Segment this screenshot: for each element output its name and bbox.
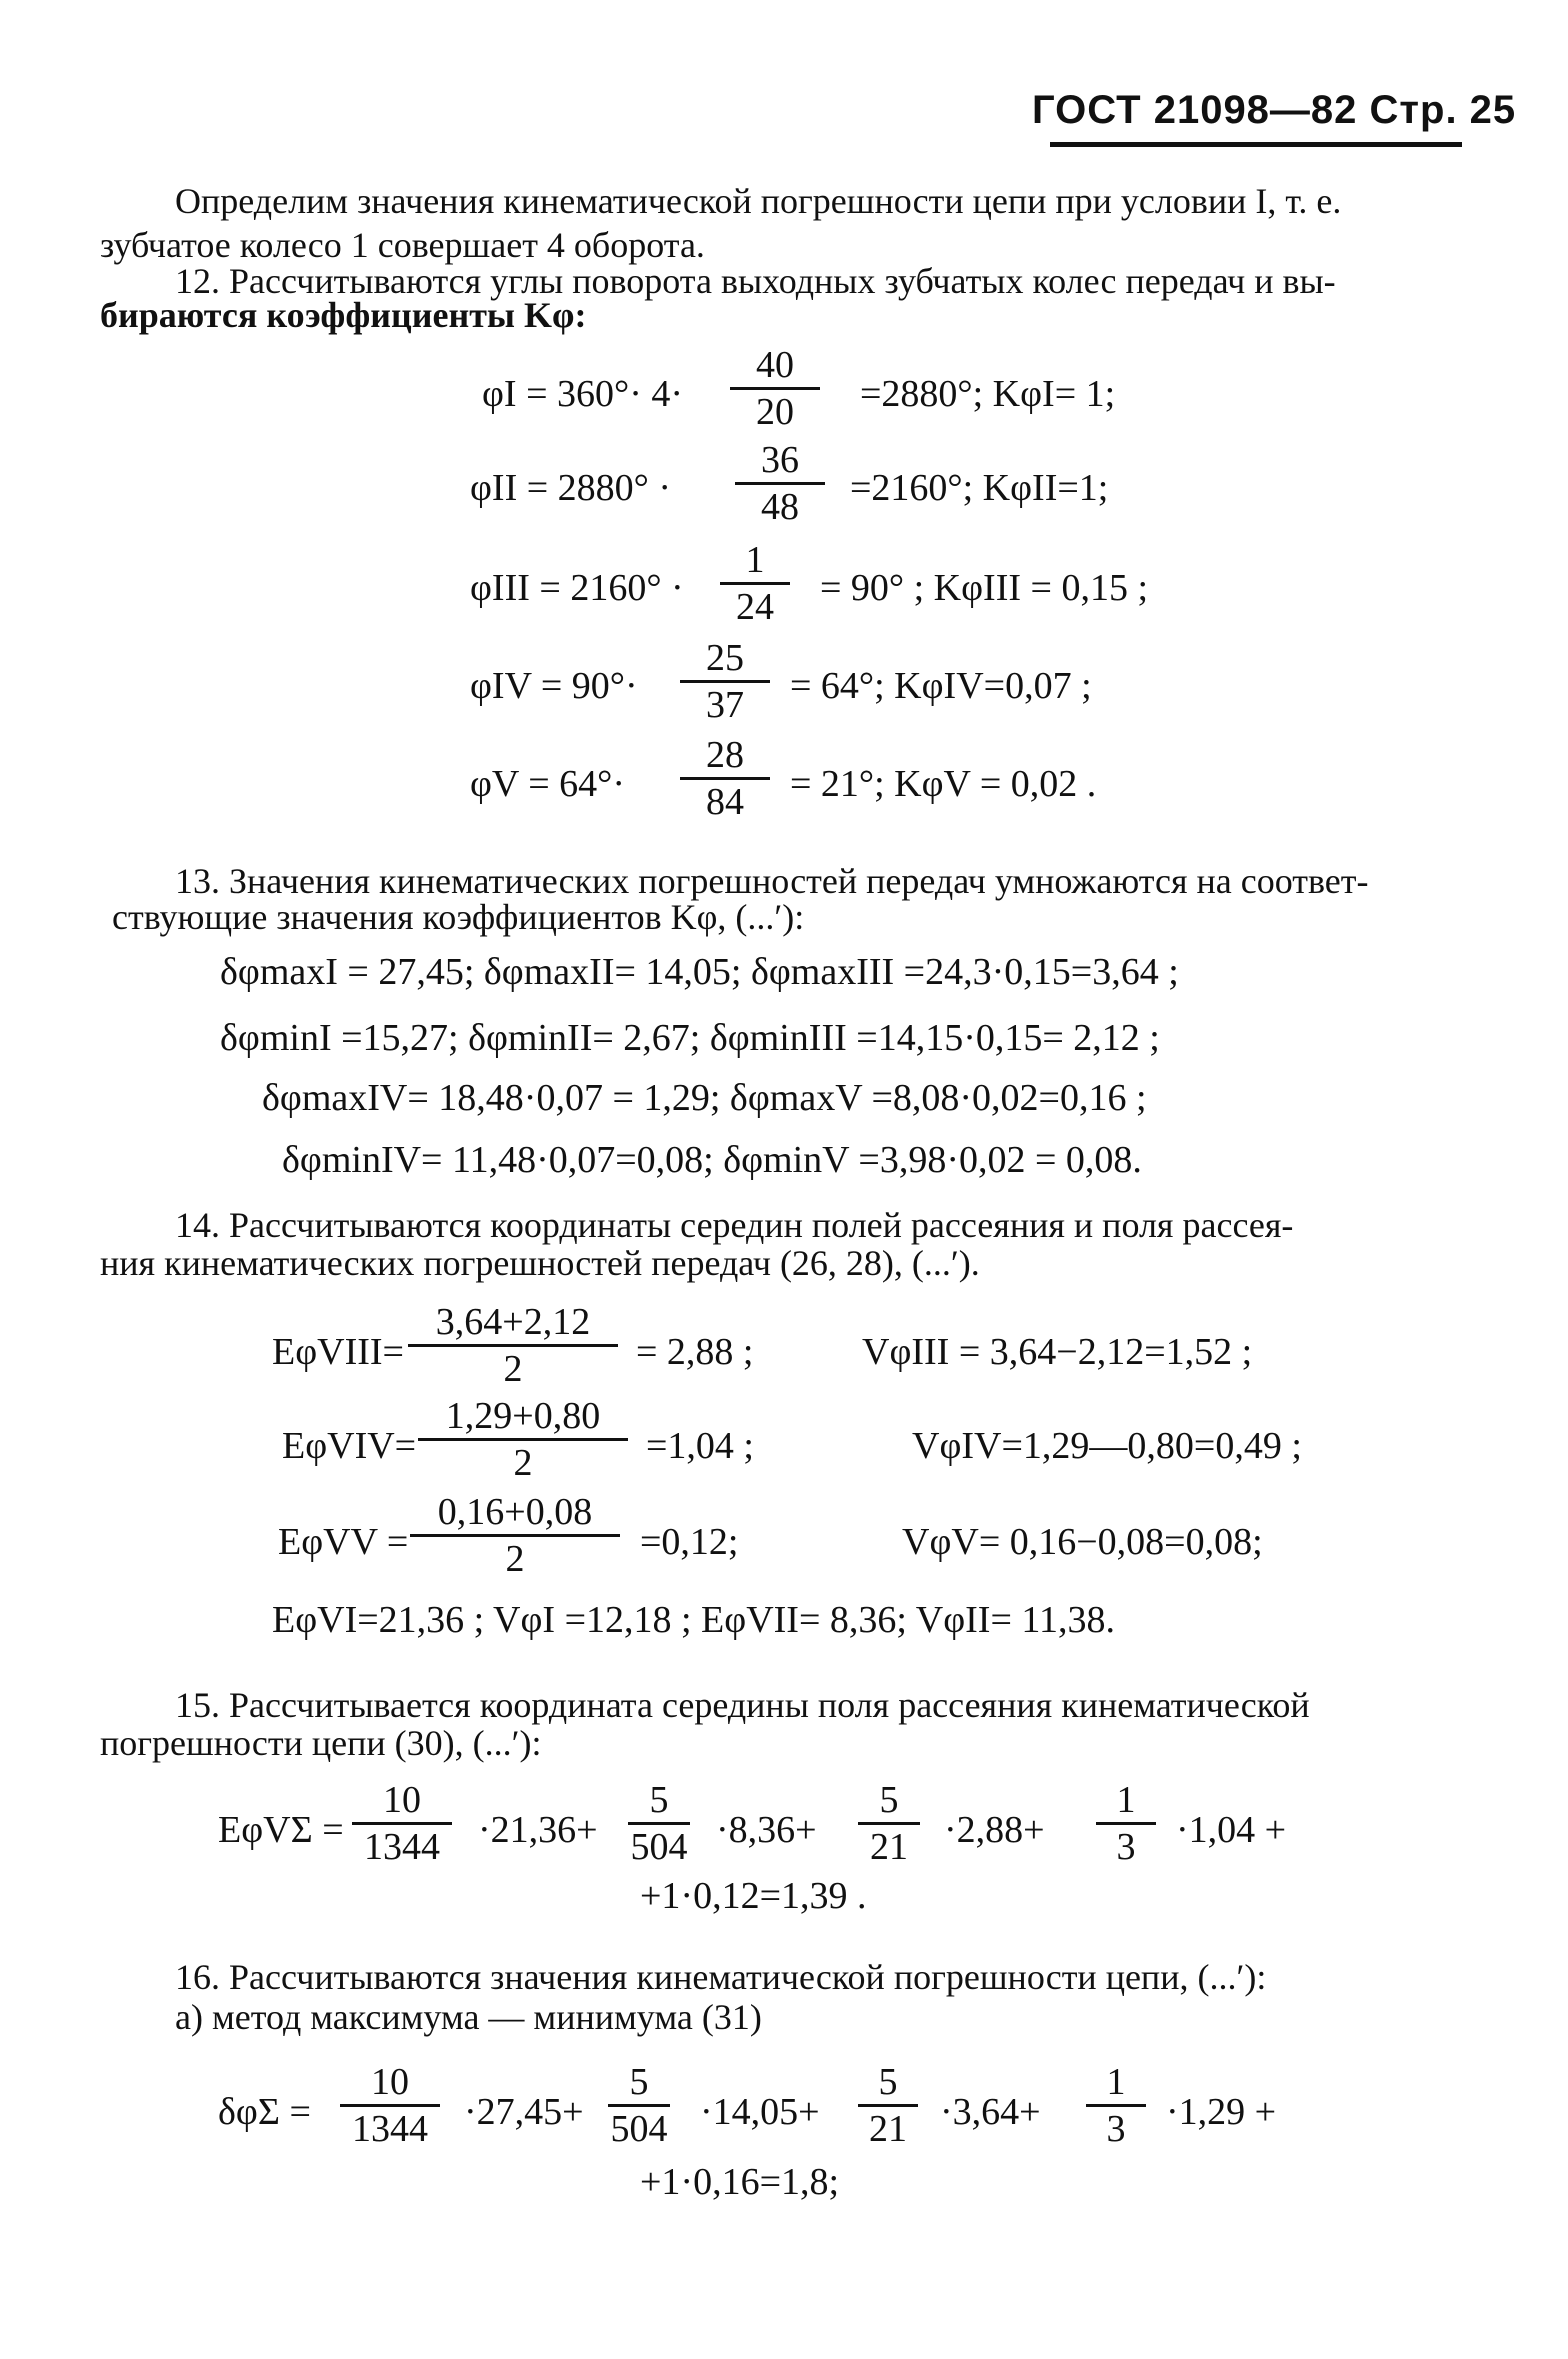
- denominator: 3: [1116, 1826, 1136, 1868]
- s16-term-3: ·3,64+: [940, 2091, 1041, 2133]
- s13-eq-4: δφminIV= 11,48·0,07=0,08; δφminV =3,98·0,02 = 0,08.: [282, 1139, 1142, 1181]
- numerator: 40: [756, 344, 794, 386]
- s14-eq-2-lhs: EφVIV=: [282, 1425, 417, 1467]
- numerator: 1: [745, 539, 765, 581]
- s12-line-2: бираются коэффициенты Kφ:: [100, 295, 587, 335]
- s16-term-4: ·1,29 +: [1166, 2091, 1277, 2133]
- numerator: 10: [383, 1779, 421, 1821]
- s14-eq-3-mid: =0,12;: [640, 1521, 739, 1563]
- s15-frac-4: [1096, 1780, 1156, 1867]
- s12-eq-2-rhs: =2160°; KφII=1;: [850, 467, 1109, 509]
- s13-eq-3: δφmaxIV= 18,48·0,07 = 1,29; δφmaxV =8,08·0,02=0,16 ;: [262, 1077, 1147, 1119]
- s15-frac-1: [352, 1780, 452, 1867]
- intro-line-2: зубчатое колесо 1 совершает 4 оборота.: [100, 225, 705, 265]
- s15-lhs: EφVΣ =: [218, 1809, 344, 1851]
- s14-line-1: 14. Рассчитываются координаты середин полей рассеяния и поля рассея-: [175, 1205, 1294, 1245]
- s15-line-2: погрешности цепи (30), (...′):: [100, 1723, 542, 1763]
- s16-line-2: а) метод максимума — минимума (31): [175, 1997, 762, 2037]
- intro-line-1: Определим значения кинематической погрешности цепи при условии I, т. е.: [175, 181, 1342, 221]
- s12-eq-4-rhs: = 64°; KφIV=0,07 ;: [790, 665, 1092, 707]
- s16-continuation: +1·0,16=1,8;: [640, 2161, 840, 2203]
- s12-eq-5-lhs: φV = 64°·: [470, 763, 625, 805]
- numerator: 1: [1106, 2061, 1126, 2103]
- denominator: 504: [610, 2108, 668, 2150]
- s16-frac-3: [858, 2062, 918, 2149]
- denominator: 21: [870, 1826, 908, 1868]
- numerator: 25: [706, 637, 744, 679]
- s12-eq-5-rhs: = 21°; KφV = 0,02 .: [790, 763, 1097, 805]
- s15-line-1: 15. Рассчитывается координата середины поля рассеяния кинематической: [175, 1685, 1310, 1725]
- s15-term-1: ·21,36+: [478, 1809, 598, 1851]
- s14-eq-1-lhs: EφVIII=: [272, 1331, 404, 1373]
- s12-eq-2-fraction: [735, 440, 825, 527]
- s12-eq-4-fraction: [680, 638, 770, 725]
- s14-eq-3-lhs: EφVV =: [278, 1521, 409, 1563]
- denominator: 504: [630, 1826, 688, 1868]
- s12-eq-2-lhs: φII = 2880° ·: [470, 467, 672, 509]
- denominator: 1344: [352, 2108, 428, 2150]
- denominator: 24: [736, 586, 774, 628]
- denominator: 21: [869, 2108, 907, 2150]
- s14-eq-2-right: VφIV=1,29—0,80=0,49 ;: [912, 1425, 1302, 1467]
- denominator: 84: [706, 781, 744, 823]
- s16-term-1: ·27,45+: [464, 2091, 584, 2133]
- denominator: 20: [756, 391, 794, 433]
- s13-line-2: ствующие значения коэффициентов Kφ, (...′):: [112, 897, 805, 937]
- s14-eq-2-mid: =1,04 ;: [646, 1425, 754, 1467]
- s16-frac-4: [1086, 2062, 1146, 2149]
- s16-lhs: δφΣ =: [218, 2091, 311, 2133]
- s12-eq-4-lhs: φIV = 90°·: [470, 665, 638, 707]
- numerator: 28: [706, 734, 744, 776]
- numerator: 10: [371, 2061, 409, 2103]
- s15-frac-2: [628, 1780, 690, 1867]
- page-header: ГОСТ 21098—82 Стр. 25: [1032, 88, 1517, 132]
- s14-eq-1-mid: = 2,88 ;: [636, 1331, 754, 1373]
- numerator: 0,16+0,08: [437, 1491, 593, 1533]
- s15-frac-3: [858, 1780, 920, 1867]
- s14-eq-3-fraction: [410, 1492, 620, 1579]
- s16-frac-2: [608, 2062, 670, 2149]
- numerator: 1,29+0,80: [445, 1395, 601, 1437]
- denominator: 1344: [364, 1826, 440, 1868]
- header-rule: [1050, 142, 1462, 147]
- s16-line-1: 16. Рассчитываются значения кинематической погрешности цепи, (...′):: [175, 1957, 1267, 1997]
- s16-frac-1: [340, 2062, 440, 2149]
- numerator: 36: [761, 439, 799, 481]
- s14-line-2: ния кинематических погрешностей передач (26, 28), (...′).: [100, 1243, 980, 1283]
- s13-eq-1: δφmaxI = 27,45; δφmaxII= 14,05; δφmaxIII =24,3·0,15=3,64 ;: [220, 951, 1179, 993]
- numerator: 5: [649, 1779, 669, 1821]
- s14-eq-1-right: VφIII = 3,64−2,12=1,52 ;: [862, 1331, 1253, 1373]
- denominator: 48: [761, 486, 799, 528]
- s13-line-1: 13. Значения кинематических погрешностей передач умножаются на соответ-: [175, 861, 1369, 901]
- denominator: 2: [513, 1442, 533, 1484]
- s12-eq-3-rhs: = 90° ; KφIII = 0,15 ;: [820, 567, 1149, 609]
- s14-last-line: EφVI=21,36 ; VφI =12,18 ; EφVII= 8,36; VφII= 11,38.: [272, 1599, 1115, 1641]
- numerator: 5: [629, 2061, 649, 2103]
- denominator: 3: [1106, 2108, 1126, 2150]
- s15-term-2: ·8,36+: [716, 1809, 817, 1851]
- s14-eq-1-fraction: [408, 1302, 618, 1389]
- denominator: 2: [503, 1348, 523, 1390]
- s14-eq-2-fraction: [418, 1396, 628, 1483]
- s16-term-2: ·14,05+: [700, 2091, 820, 2133]
- s14-eq-3-right: VφV= 0,16−0,08=0,08;: [902, 1521, 1263, 1563]
- denominator: 37: [706, 684, 744, 726]
- s15-term-3: ·2,88+: [944, 1809, 1045, 1851]
- denominator: 2: [505, 1538, 525, 1580]
- s12-eq-5-fraction: [680, 735, 770, 822]
- s12-eq-1-rhs: =2880°; KφI= 1;: [860, 373, 1116, 415]
- numerator: 1: [1116, 1779, 1136, 1821]
- s15-term-4: ·1,04 +: [1176, 1809, 1287, 1851]
- numerator: 5: [879, 1779, 899, 1821]
- s12-eq-3-fraction: [720, 540, 790, 627]
- numerator: 5: [878, 2061, 898, 2103]
- s12-eq-3-lhs: φIII = 2160° ·: [470, 567, 684, 609]
- s15-continuation: +1·0,12=1,39 .: [640, 1875, 867, 1917]
- s12-eq-1-lhs: φI = 360°· 4·: [482, 373, 684, 415]
- s13-eq-2: δφminI =15,27; δφminII= 2,67; δφminIII =14,15·0,15= 2,12 ;: [220, 1017, 1160, 1059]
- s12-eq-1-fraction: [730, 345, 820, 432]
- s12-line-1: 12. Рассчитываются углы поворота выходных зубчатых колес передач и вы-: [175, 261, 1336, 301]
- numerator: 3,64+2,12: [435, 1301, 591, 1343]
